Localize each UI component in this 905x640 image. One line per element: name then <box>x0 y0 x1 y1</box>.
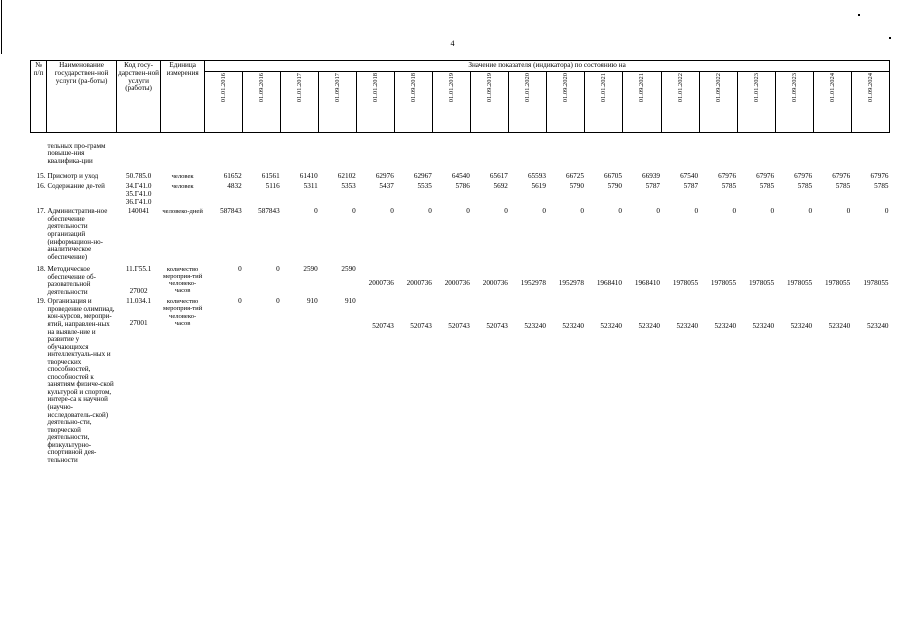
unit: человеко-часов <box>169 312 197 327</box>
value-cell: 62102 <box>337 172 356 181</box>
service-code: 11.Г55.1 <box>125 265 152 274</box>
row-number: 16. <box>36 182 46 191</box>
value-cell: 910 <box>344 297 356 306</box>
header-date: 01.09.2020 <box>547 71 585 132</box>
value-cell: 1978055 <box>825 278 851 287</box>
indicator-table <box>30 60 890 465</box>
value-cell: 0 <box>352 207 356 216</box>
value-cell: 2000736 <box>444 278 470 287</box>
header-date: 01.01.2016 <box>205 71 243 132</box>
value-cell: 1968410 <box>596 278 622 287</box>
value-cell: 5787 <box>683 182 699 191</box>
value-cell: 523240 <box>752 322 775 331</box>
value-cell: 1978055 <box>786 278 813 287</box>
value-cell: 523240 <box>714 322 737 331</box>
header-date: 01.01.2017 <box>281 71 319 132</box>
table-row <box>31 172 890 182</box>
value-cell: 1968410 <box>634 278 661 287</box>
value-cell: 5692 <box>493 182 508 191</box>
header-num: № п/п <box>31 61 47 133</box>
header-service-code: Код госу-дарствен-ной услуги (работы) <box>117 61 161 133</box>
header-date: 01.01.2019 <box>433 71 471 132</box>
header-date: 01.09.2021 <box>623 71 661 132</box>
value-cell: 0 <box>580 207 584 216</box>
row-number: 15. <box>36 172 46 181</box>
value-cell: 523240 <box>790 322 813 331</box>
value-cell: 66705 <box>604 172 622 181</box>
value-cell: 523240 <box>828 322 851 331</box>
value-cell: 910 <box>306 297 318 306</box>
service-name: Содержание де-тей <box>47 182 105 191</box>
row-number: 17. <box>36 207 46 216</box>
service-name: Организация и проведение олимпиад, кон-курсов, меропри-ятий, направлен-ных на выявле-ние и развитие у обучающихся интеллектуаль-ных и творческих способностей, способностей к занятиям физиче-ской культурой и спортом, интере-са к научной (научно-исследователь-ской) деятельно-сти, творческой деятельности, физкультурно-спортивной дея-тельности <box>47 297 115 464</box>
value-cell: 0 <box>466 207 470 216</box>
value-cell: 0 <box>884 207 889 216</box>
value-cell: 1978055 <box>672 278 699 287</box>
header-date: 01.01.2021 <box>585 71 623 132</box>
value-cell: 0 <box>694 207 699 216</box>
value-cell: 523240 <box>676 322 699 331</box>
value-cell: 520743 <box>410 322 432 331</box>
value-cell: 67976 <box>870 172 889 181</box>
header-date: 01.09.2023 <box>775 71 813 132</box>
header-date: 01.09.2017 <box>319 71 357 132</box>
value-cell: 523240 <box>562 322 584 331</box>
value-cell: 2000736 <box>368 278 394 287</box>
value-cell: 1978055 <box>710 278 737 287</box>
value-cell: 0 <box>314 207 318 216</box>
value-cell: 0 <box>808 207 813 216</box>
value-cell: 0 <box>732 207 737 216</box>
service-name: Административ-ное обеспечение деятельности организаций (информацион-но-аналитическое обеспечение) <box>47 207 108 261</box>
header-date: 01.09.2018 <box>395 71 433 132</box>
table-row <box>31 297 890 465</box>
service-code: 27001 <box>129 319 148 328</box>
value-cell: 4832 <box>227 182 242 191</box>
service-name: Методическое обеспечение об-разовательной деятельности <box>47 265 96 296</box>
value-cell: 5785 <box>721 182 737 191</box>
header-date: 01.09.2016 <box>243 71 281 132</box>
value-cell: 62976 <box>375 172 394 181</box>
value-cell: 5785 <box>835 182 851 191</box>
value-cell: 5787 <box>645 182 661 191</box>
value-cell: 520743 <box>486 322 508 331</box>
value-cell: 61561 <box>261 172 280 181</box>
value-cell: 67976 <box>794 172 813 181</box>
value-cell: 66939 <box>642 172 661 181</box>
value-cell: 0 <box>542 207 546 216</box>
value-cell: 0 <box>428 207 432 216</box>
unit: количество мероприя-тий <box>163 266 203 281</box>
value-cell: 5353 <box>341 182 356 191</box>
value-cell: 523240 <box>638 322 661 331</box>
value-cell: 2000736 <box>406 278 432 287</box>
value-cell: 520743 <box>372 322 394 331</box>
value-cell: 1978055 <box>748 278 775 287</box>
value-cell: 0 <box>238 265 242 274</box>
service-code: 11.034.1 <box>126 297 152 306</box>
value-cell: 5311 <box>303 182 318 191</box>
value-cell: 5790 <box>569 182 584 191</box>
value-cell: 5785 <box>797 182 813 191</box>
value-cell: 0 <box>770 207 775 216</box>
service-code: 50.785.0 <box>126 172 152 181</box>
service-name: Присмотр и уход <box>47 172 99 181</box>
unit: человек <box>171 183 194 191</box>
row-number: 18. <box>36 265 46 274</box>
table-row <box>31 207 890 265</box>
value-cell: 61652 <box>223 172 242 181</box>
value-cell: 66725 <box>565 172 584 181</box>
value-cell: 67976 <box>832 172 851 181</box>
value-cell: 5785 <box>759 182 775 191</box>
header-date: 01.09.2019 <box>471 71 509 132</box>
value-cell: 1952978 <box>558 278 584 287</box>
scan-dot <box>858 14 860 16</box>
value-cell: 0 <box>846 207 851 216</box>
value-cell: 0 <box>504 207 508 216</box>
value-cell: 5790 <box>607 182 622 191</box>
value-cell: 2590 <box>341 265 356 274</box>
value-cell: 0 <box>238 297 242 306</box>
value-cell: 523240 <box>866 322 889 331</box>
value-cell: 523240 <box>524 322 546 331</box>
header-date: 01.09.2022 <box>699 71 737 132</box>
row-number: 19. <box>36 297 46 306</box>
header-service-name: Наименование государствен-ной услуги (ра-боты) <box>47 61 117 133</box>
value-cell: 523240 <box>600 322 622 331</box>
value-cell: 1952978 <box>520 278 546 287</box>
unit: количество мероприя-тий <box>163 298 203 313</box>
table-row <box>31 182 890 207</box>
service-code: 140041 <box>127 207 150 216</box>
unit: человек <box>171 173 194 181</box>
table-row <box>31 265 890 297</box>
value-cell: 5786 <box>455 182 470 191</box>
value-cell: 5785 <box>874 182 889 191</box>
value-cell: 587843 <box>220 207 242 216</box>
value-cell: 65617 <box>489 172 508 181</box>
value-cell: 0 <box>276 297 280 306</box>
value-cell: 2000736 <box>482 278 508 287</box>
value-cell: 0 <box>656 207 661 216</box>
service-code: 34.Г41.0 35.Г41.0 36.Г41.0 <box>125 182 152 206</box>
value-cell: 1978055 <box>863 278 889 287</box>
header-date: 01.01.2022 <box>661 71 699 132</box>
header-value-group: Значение показателя (индикатора) по состоянию на <box>205 61 890 72</box>
header-date: 01.01.2020 <box>509 71 547 132</box>
page-number: 4 <box>450 39 455 48</box>
unit: человеко-часов <box>169 280 197 295</box>
header-unit: Единица измерения <box>161 61 205 133</box>
value-cell: 65593 <box>527 172 546 181</box>
header-date: 01.09.2024 <box>851 71 889 132</box>
value-cell: 61410 <box>299 172 318 181</box>
value-cell: 5619 <box>531 182 546 191</box>
value-cell: 64540 <box>451 172 470 181</box>
value-cell: 2590 <box>303 265 318 274</box>
header-date: 01.01.2024 <box>813 71 851 132</box>
header-date: 01.01.2023 <box>737 71 775 132</box>
value-cell: 5116 <box>265 182 280 191</box>
value-cell: 62967 <box>413 172 432 181</box>
value-cell: 5535 <box>417 182 432 191</box>
continuation-text: тельных про-грамм повыше-ния квалифика-ции <box>47 141 106 165</box>
value-cell: 67976 <box>756 172 775 181</box>
value-cell: 0 <box>618 207 622 216</box>
unit: человеко-дней <box>162 208 203 216</box>
value-cell: 520743 <box>448 322 470 331</box>
value-cell: 0 <box>390 207 394 216</box>
header-date: 01.01.2018 <box>357 71 395 132</box>
value-cell: 587843 <box>258 207 280 216</box>
value-cell: 5437 <box>379 182 394 191</box>
service-code: 27002 <box>129 286 148 295</box>
value-cell: 67976 <box>718 172 737 181</box>
value-cell: 0 <box>276 265 280 274</box>
value-cell: 67540 <box>680 172 699 181</box>
